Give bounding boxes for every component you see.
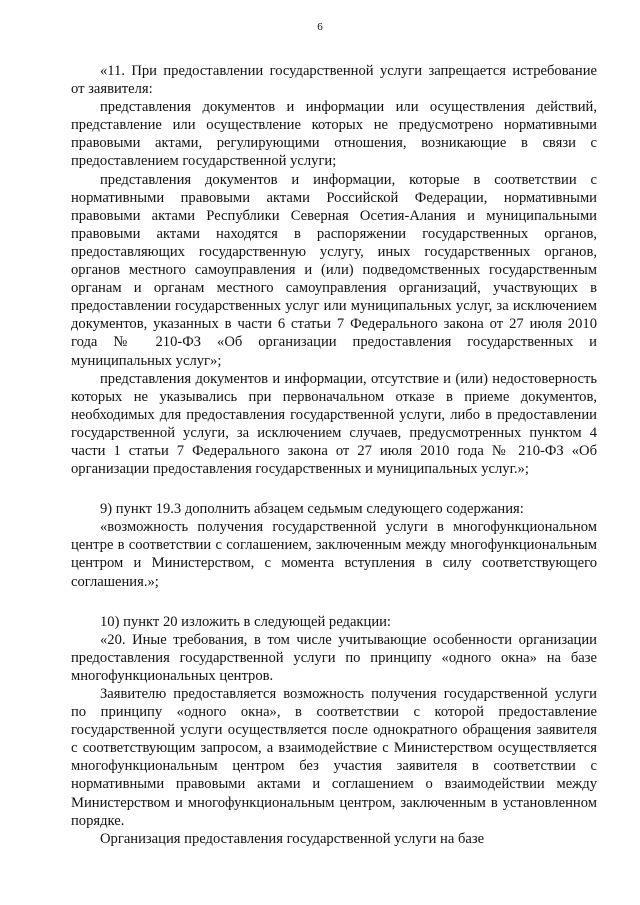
page-number: 6 xyxy=(317,21,323,33)
paragraph-amendment-10: 10) пункт 20 изложить в следующей редакции: xyxy=(100,613,391,630)
paragraph-organization-continued: Организация предоставления государственной услуги на базе xyxy=(100,830,485,847)
section-gap xyxy=(71,478,597,500)
paragraph-documents-not-indicated: представления документов и информации, отсутствие и (или) недостоверность которых не указывались при первоначальном отказе в приеме документов, необходимых для предоставления государственной услуги, либо в предоставлении государственной услуги, за исключением случаев, предусмотренных пунктом 4 части 1 статьи 7 Федерального закона от 27 июля 2010 года № 210-ФЗ «Об организации предоставления государственных и муниципальных услуг.»; xyxy=(71,370,597,478)
paragraph-mfc-possibility: «возможность получения государственной услуги в многофункциональном центре в соответствии с соглашением, заключенным между многофункциональным центром и Министерством, с момента вступления в силу соответствующего соглашения.»; xyxy=(71,519,597,590)
paragraph-item-11-intro: «11. При предоставлении государственной услуги запрещается истребование от заявителя: xyxy=(71,63,597,98)
paragraph-documents-actions: представления документов и информации или осуществления действий, представление или осуществление которых не предусмотрено нормативными правовыми актами, регулирующими отношения, возникающие в связи с предоставлением государственной услуги; xyxy=(71,99,597,170)
section-gap xyxy=(71,591,597,613)
paragraph-documents-in-possession: представления документов и информации, которые в соответствии с нормативными правовыми актами Российской Федерации, нормативными правовыми актами Республики Северная Осетия-Алания и муниципальными правовыми актами находятся в распоряжении государственных органов, предоставляющих государственную услугу, иных государственных органов, органов местного самоуправления и (или) подведомственных государственным органам и органам местного самоуправления организаций, участвующих в предоставлении государственных услуг или муниципальных услуг, за исключением документов, указанных в части 6 статьи 7 Федерального закона от 27 июля 2010 года № 210-ФЗ «Об организации предоставления государственных и муниципальных услуг»; xyxy=(71,171,597,369)
paragraph-one-window: Заявителю предоставляется возможность получения государственной услуги по принципу «одного окна», в соответствии с которой предоставление государственной услуги осуществляется после однократного обращения заявителя с соответствующим запросом, а взаимодействие с Министерством осуществляется многофункциональным центром без участия заявителя в соответствии с нормативными правовыми актами и соглашением о взаимодействии между Министерством и многофункциональным центром, заключенным в установленном порядке. xyxy=(71,686,597,829)
paragraph-item-20-heading: «20. Иные требования, в том числе учитывающие особенности организации предоставления государственной услуги по принципу «одного окна» на базе многофункциональных центров. xyxy=(71,631,597,684)
paragraph-amendment-9: 9) пункт 19.3 дополнить абзацем седьмым следующего содержания: xyxy=(100,501,524,518)
document-body xyxy=(71,62,597,848)
